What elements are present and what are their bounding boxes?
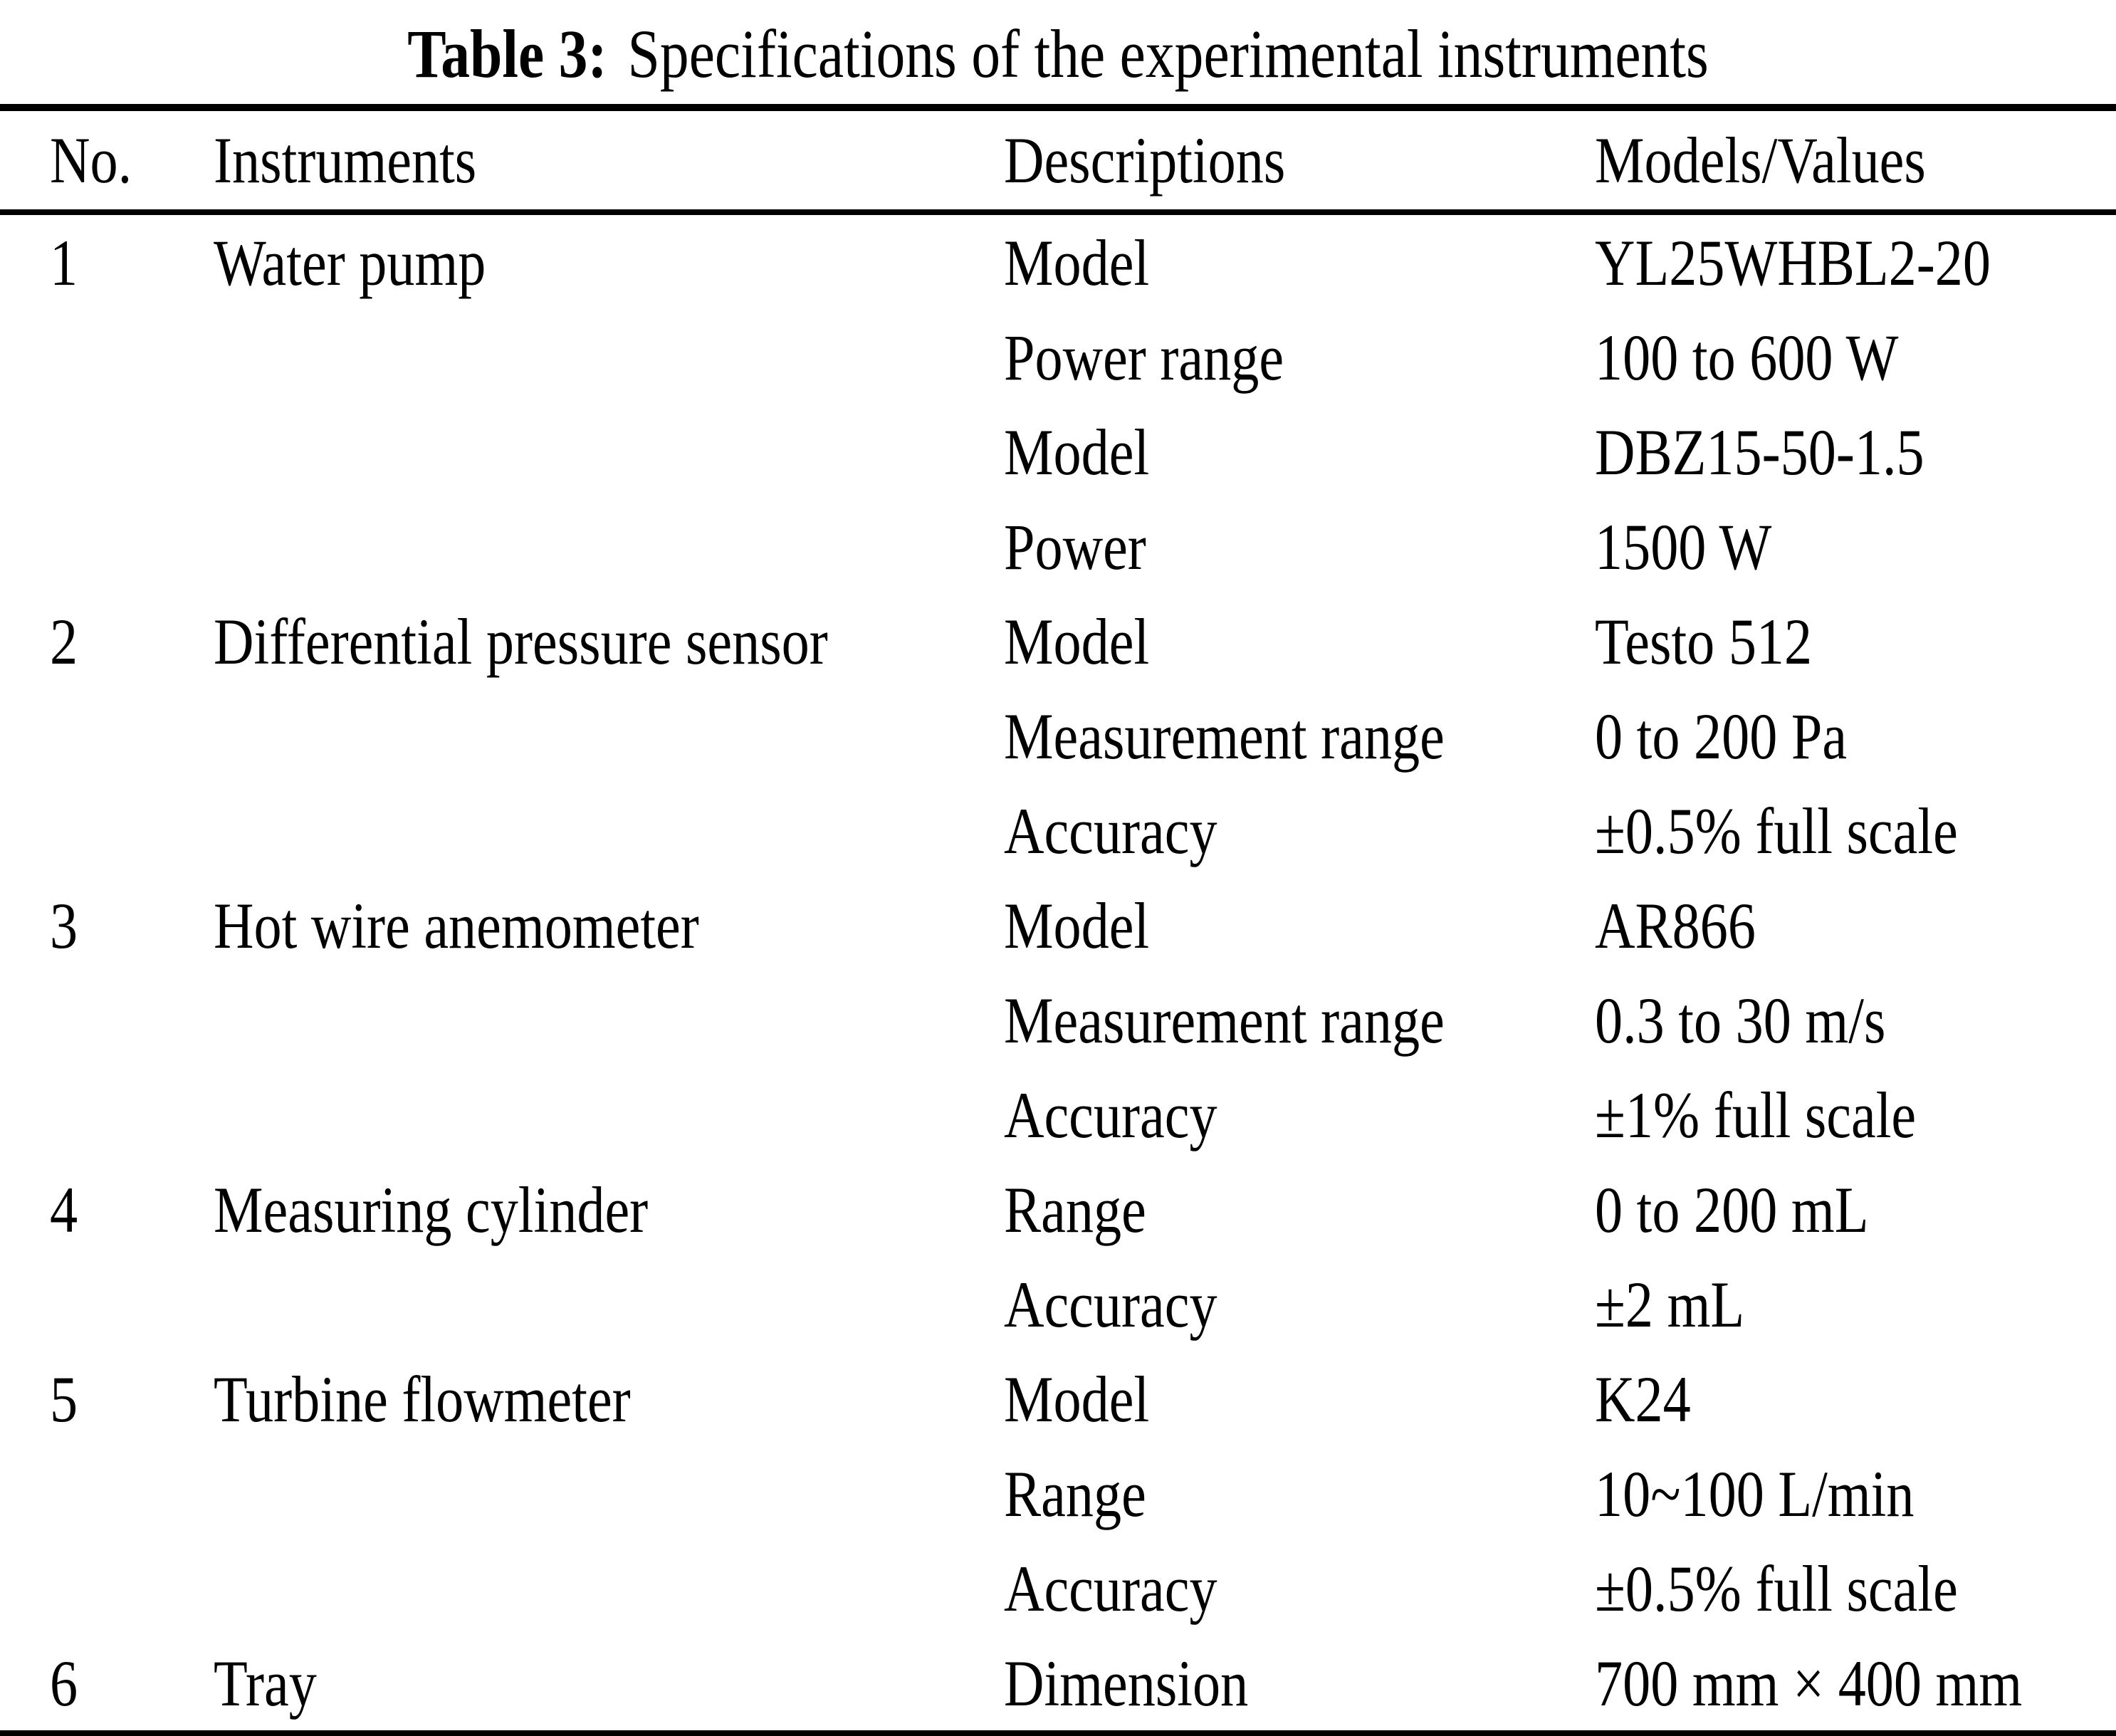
cell-instrument [214,1257,1004,1351]
cell-no [0,973,214,1067]
cell-no [0,878,214,973]
table-row [0,878,2116,973]
cell-value [1595,1067,2116,1162]
table-row [0,1351,2116,1446]
cell-description [1004,1351,1595,1446]
cell-value [1595,1541,2116,1636]
cell-value-text: 10~100 L/min [1595,1457,1915,1530]
cell-value [1595,1257,2116,1351]
table-caption [0,0,2116,104]
col-header-models-values [1595,108,2116,212]
cell-instrument [214,1162,1004,1257]
table-row [0,1162,2116,1257]
table-row [0,689,2116,783]
cell-description [1004,212,1595,310]
table-row [0,1446,2116,1541]
cell-description [1004,594,1595,689]
cell-no-text: 1 [50,226,78,299]
cell-value [1595,1446,2116,1541]
cell-instrument [214,310,1004,404]
cell-no [0,1541,214,1636]
cell-description-text: Power [1004,510,1146,583]
cell-value [1595,783,2116,878]
cell-description [1004,1257,1595,1351]
cell-no [0,1351,214,1446]
cell-description-text: Measurement range [1004,699,1445,773]
cell-instrument-text: Tray [214,1646,317,1720]
cell-no [0,594,214,689]
col-header-models-values-text: Models/Values [1595,124,1926,197]
cell-description-text: Accuracy [1004,1078,1217,1151]
cell-instrument [214,499,1004,594]
cell-description [1004,783,1595,878]
cell-value-text: 0 to 200 mL [1595,1173,1869,1246]
cell-value-text: 0 to 200 Pa [1595,699,1848,773]
cell-value [1595,310,2116,404]
cell-no-text: 6 [50,1646,78,1720]
table-row [0,404,2116,499]
cell-value-text: 0.3 to 30 m/s [1595,983,1886,1057]
cell-no [0,783,214,878]
table-row [0,212,2116,310]
table-row [0,1541,2116,1636]
cell-instrument-text: Turbine flowmeter [214,1362,631,1436]
cell-instrument [214,1351,1004,1446]
cell-value-text: K24 [1595,1362,1691,1436]
cell-description-text: Model [1004,1362,1150,1436]
cell-value [1595,499,2116,594]
table-body [0,212,2116,1734]
col-header-instruments-text: Instruments [214,124,477,197]
cell-no-text: 5 [50,1362,78,1436]
cell-value-text: Testo 512 [1595,605,1813,678]
cell-no [0,1257,214,1351]
cell-description-text: Accuracy [1004,794,1217,867]
cell-no [0,1067,214,1162]
table-row [0,499,2116,594]
cell-value [1595,1636,2116,1734]
header-row [0,108,2116,212]
table-caption-content [407,14,1709,93]
table-row [0,1636,2116,1734]
cell-value [1595,404,2116,499]
cell-description [1004,499,1595,594]
cell-description [1004,973,1595,1067]
cell-description-text: Accuracy [1004,1552,1217,1625]
table-caption-text: Specifications of the experimental instruments [627,15,1709,92]
cell-instrument-text: Measuring cylinder [214,1173,649,1246]
cell-instrument [214,594,1004,689]
cell-no [0,212,214,310]
cell-value [1595,1162,2116,1257]
table-row [0,310,2116,404]
cell-instrument-text: Water pump [214,226,486,299]
cell-instrument [214,404,1004,499]
cell-instrument [214,1446,1004,1541]
cell-value-text: 100 to 600 W [1595,320,1899,394]
cell-value [1595,878,2116,973]
cell-description-text: Range [1004,1173,1146,1246]
cell-value [1595,594,2116,689]
col-header-descriptions-text: Descriptions [1004,124,1286,197]
col-header-instruments [214,108,1004,212]
cell-description-text: Model [1004,226,1150,299]
cell-description [1004,404,1595,499]
cell-description [1004,878,1595,973]
cell-value-text: YL25WHBL2-20 [1595,226,1991,299]
cell-instrument [214,878,1004,973]
cell-no [0,1162,214,1257]
cell-no [0,689,214,783]
cell-value-text: ±0.5% full scale [1595,1552,1958,1625]
table-row [0,594,2116,689]
cell-value-text: DBZ15-50-1.5 [1595,415,1924,488]
cell-description [1004,689,1595,783]
cell-no [0,404,214,499]
cell-description [1004,1541,1595,1636]
cell-value-text: ±1% full scale [1595,1078,1917,1151]
cell-no [0,499,214,594]
cell-instrument [214,689,1004,783]
cell-value [1595,1351,2116,1446]
cell-description-text: Accuracy [1004,1267,1217,1341]
cell-instrument [214,212,1004,310]
cell-instrument [214,783,1004,878]
table-row [0,973,2116,1067]
cell-value-text: 1500 W [1595,510,1772,583]
table-row [0,783,2116,878]
specs-table [0,104,2116,1736]
cell-description [1004,1162,1595,1257]
cell-description [1004,310,1595,404]
cell-value-text: ±0.5% full scale [1595,794,1958,867]
cell-value-text: AR866 [1595,889,1756,962]
cell-description-text: Power range [1004,320,1284,394]
table-caption-label: Table 3: [407,15,607,92]
cell-instrument-text: Differential pressure sensor [214,605,828,678]
col-header-no-text: No. [50,124,132,197]
table-row [0,1257,2116,1351]
cell-description [1004,1446,1595,1541]
cell-no [0,310,214,404]
cell-no-text: 3 [50,889,78,962]
cell-value [1595,973,2116,1067]
cell-description-text: Model [1004,605,1150,678]
cell-description-text: Model [1004,415,1150,488]
cell-description-text: Range [1004,1457,1146,1530]
col-header-descriptions [1004,108,1595,212]
cell-no [0,1636,214,1734]
cell-no [0,1446,214,1541]
cell-value [1595,689,2116,783]
cell-description-text: Dimension [1004,1646,1249,1720]
cell-instrument [214,1636,1004,1734]
cell-description-text: Measurement range [1004,983,1445,1057]
cell-no-text: 4 [50,1173,78,1246]
cell-description-text: Model [1004,889,1150,962]
cell-value [1595,212,2116,310]
col-header-no [0,108,214,212]
cell-description [1004,1636,1595,1734]
cell-description [1004,1067,1595,1162]
cell-value-text: 700 mm × 400 mm [1595,1646,2023,1720]
cell-instrument [214,973,1004,1067]
table-row [0,1067,2116,1162]
cell-instrument-text: Hot wire anemometer [214,889,699,962]
cell-value-text: ±2 mL [1595,1267,1745,1341]
cell-no-text: 2 [50,605,78,678]
cell-instrument [214,1541,1004,1636]
cell-instrument [214,1067,1004,1162]
